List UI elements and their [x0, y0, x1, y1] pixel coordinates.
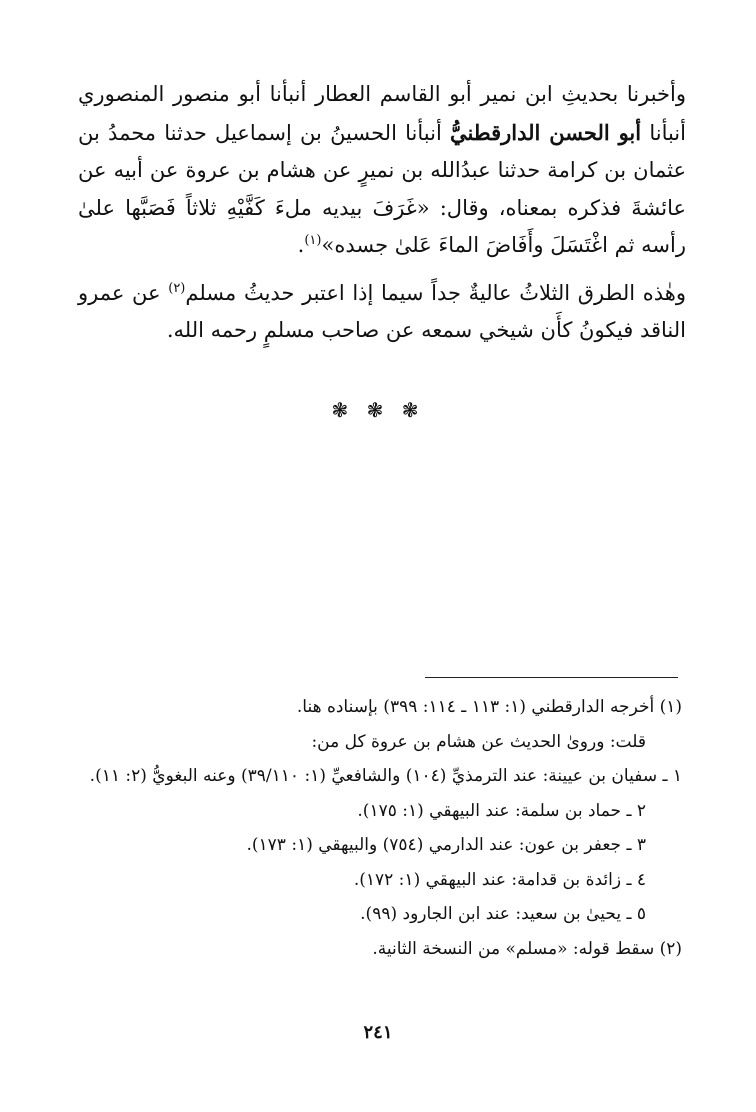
footnote-list-item-4: ٤ ـ زائدة بن قدامة: عند البيهقي (١: ١٧٢). [353, 869, 646, 890]
paragraph-1 [78, 76, 686, 265]
footnote-separator [425, 677, 678, 678]
footnote-list-item-3: ٣ ـ جعفر بن عون: عند الدارمي (٧٥٤) والبيهقي (١: ١٧٣). [246, 835, 646, 855]
paragraph-2-text-a: وهٰذه الطرق الثلاثُ عاليةٌ جداً سيما إذا اعتبر حديثُ مسلم [185, 280, 686, 305]
paragraph-2 [78, 275, 686, 350]
footnote-ref-1: (١) [304, 233, 322, 248]
footnote-list-item-5: ٥ ـ يحيىٰ بن سعيد: عند ابن الجارود (٩٩). [360, 904, 646, 924]
footnote-1-note: قلت: ورویٰ الحديث عن هشام بن عروة كل من: [311, 731, 646, 752]
page-number: ٢٤١ [363, 1022, 393, 1043]
footnote-list-item-2: ٢ ـ حماد بن سلمة: عند البيهقي (١: ١٧٥). [357, 800, 646, 821]
footnotes [78, 690, 682, 966]
section-ornament: ❃ ❃ ❃ [331, 398, 425, 422]
footnote-1: (١) أخرجه الدارقطني (١: ١١٣ ـ ١١٤: ٣٩٩) بإسناده هنا. [296, 697, 682, 717]
footnote-2: (٢) سقط قوله: «مسلم» من النسخة الثانية. [372, 938, 682, 959]
paragraph-1-text-a: وأخبرنا بحديثِ ابن نمير أبو القاسم العطار أنبأنا أبو منصور المنصوري أنبأنا [78, 82, 686, 145]
main-text [78, 76, 686, 350]
narrator-name-bold: أبو الحسن الدارقطنيُّ [450, 119, 642, 145]
paragraph-1-end: . [297, 233, 305, 257]
footnote-list-item-1: ١ ـ سفيان بن عيينة: عند الترمذيِّ (١٠٤) والشافعيِّ (١: ٣٩/١١٠) وعنه البغويُّ (٢: ١١). [89, 766, 682, 786]
footnote-ref-2: (٢) [168, 280, 186, 296]
paragraph-1-text-b: أنبأنا الحسينُ بن إسماعيل حدثنا محمدُ بن عثمان بن كرامة حدثنا عبدُالله بن نميرٍ عن هشام بن عروة عن أبيه عن عائشةَ فذكره بمعناه، وقال: «غَرَفَ بيديه ملءَ كَفَّيْهِ ثلاثاً فَصَبَّها علىٰ رأسه ثم اغْتَسَلَ وأَفَاضَ الماءَ عَلىٰ جسده» [78, 120, 686, 257]
paragraph-2-text-b: عن عمرو الناقد فيكونُ كأَن شيخي سمعه عن صاحب مسلمٍ رحمه الله. [78, 280, 686, 342]
